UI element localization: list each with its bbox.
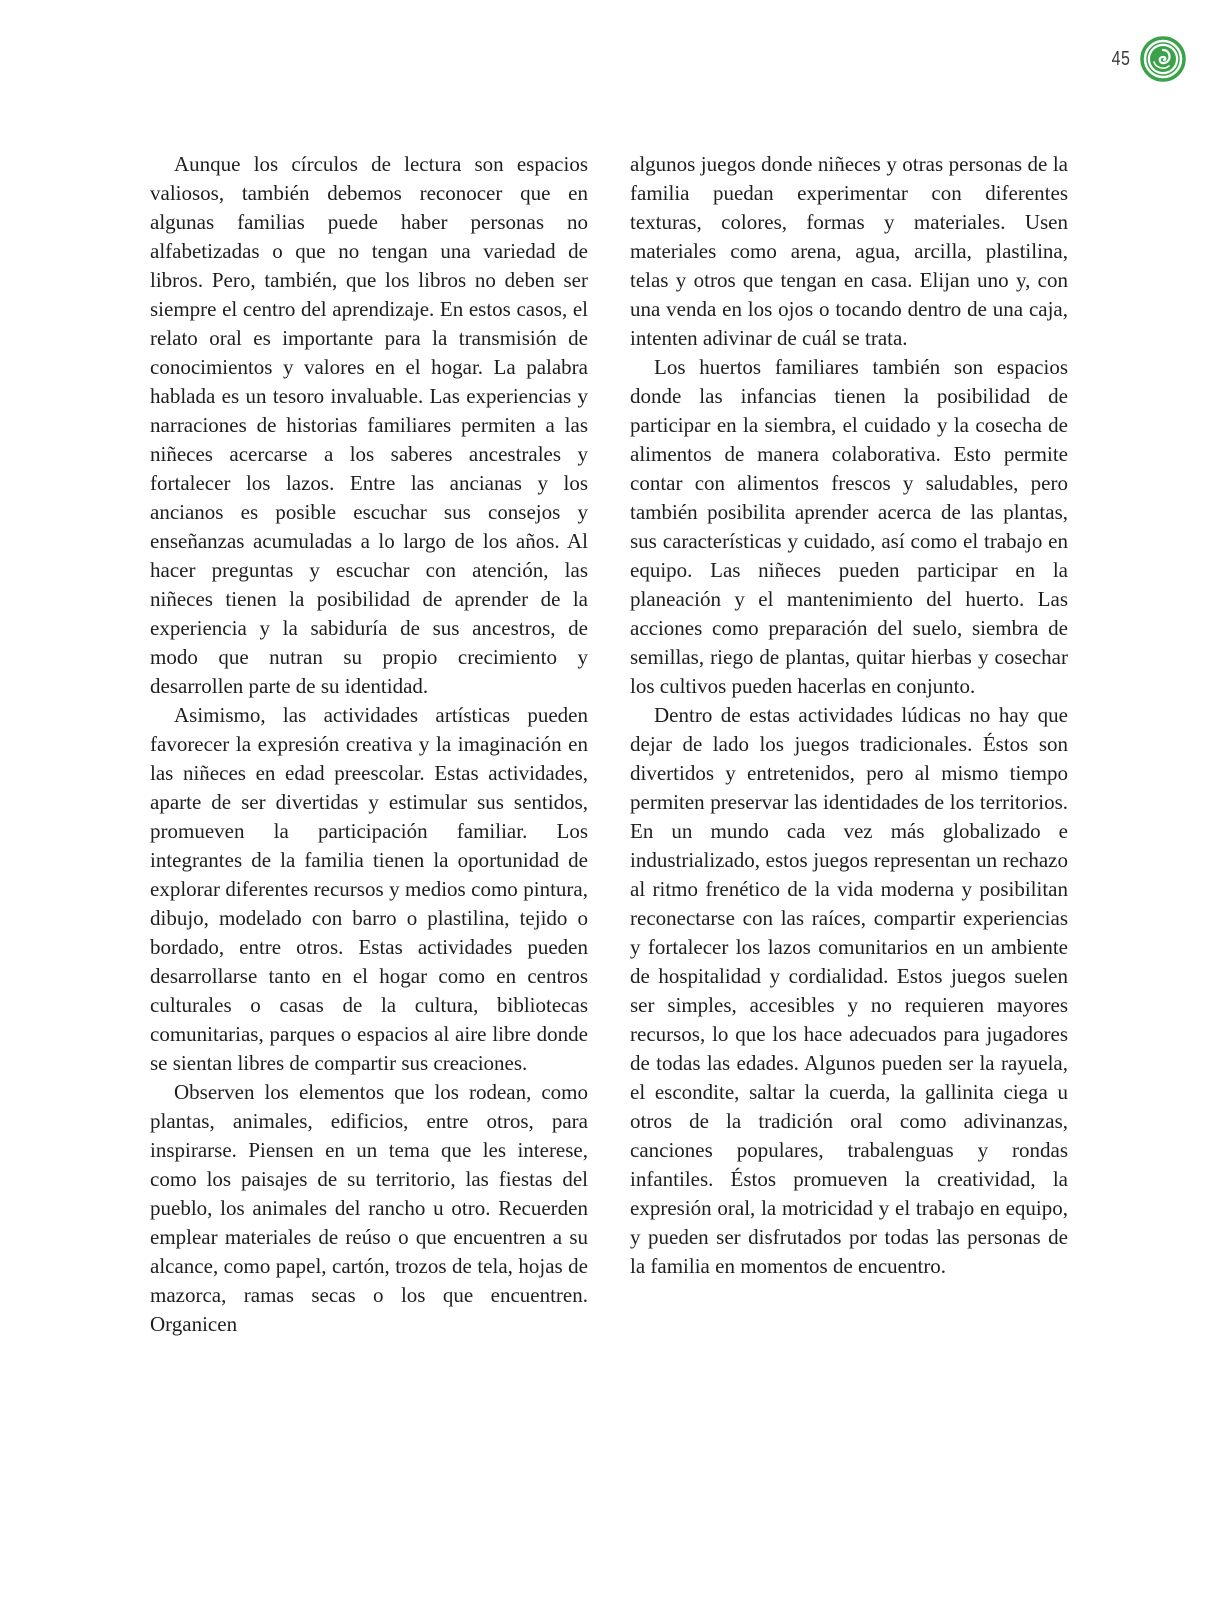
page-header (1107, 36, 1186, 82)
paragraph: Observen los elementos que los rodean, como plantas, animales, edificios, entre otros, para inspirarse. Piensen en un tema que les interese, como los paisajes de su territorio, las fiestas del pueblo, los animales del rancho u otro. Recuerden emplear materiales de reúso o que encuentren a su alcance, como papel, cartón, trozos de tela, hojas de mazorca, ramas secas o los que encuentren. Organicen (150, 1080, 588, 1336)
text-columns (150, 150, 1068, 1339)
page-number: 45 (1111, 47, 1130, 70)
paragraph: algunos juegos donde niñeces y otras personas de la familia puedan experimentar con diferentes texturas, colores, formas y materiales. Usen materiales como arena, agua, arcilla, plastilina, telas y otros que tengan en casa. Elijan uno y, con una venda en los ojos o tocando dentro de una caja, intenten adivinar de cuál se trata. (630, 152, 1068, 350)
paragraph: Dentro de estas actividades lúdicas no hay que dejar de lado los juegos tradicionales. Éstos son divertidos y entretenidos, pero al mismo tiempo permiten preservar las identidades de los territorios. En un mundo cada vez más globalizado e industrializado, estos juegos representan un rechazo al ritmo frenético de la vida moderna y posibilitan reconectarse con las raíces, compartir experiencias y fortalecer los lazos comunitarios en un ambiente de hospitalidad y cordialidad. Estos juegos suelen ser simples, accesibles y no requieren mayores recursos, lo que los hace adecuados para jugadores de todas las edades. Algunos pueden ser la rayuela, el escondite, saltar la cuerda, la gallinita ciega u otros de la tradición oral como adivinanzas, canciones populares, trabalenguas y rondas infantiles. Éstos promueven la creatividad, la expresión oral, la motricidad y el trabajo en equipo, y pueden ser disfrutados por todas las personas de la familia en momentos de encuentro. (630, 703, 1068, 1278)
paragraph: Aunque los círculos de lectura son espacios valiosos, también debemos reconocer que en algunas familias puede haber personas no alfabetizadas o que no tengan una variedad de libros. Pero, también, que los libros no deben ser siempre el centro del aprendizaje. En estos casos, el relato oral es importante para la transmisión de conocimientos y valores en el hogar. La palabra hablada es un tesoro invaluable. Las experiencias y narraciones de historias familiares permiten a las niñeces acercarse a los saberes ancestrales y fortalecer los lazos. Entre las ancianas y los ancianos es posible escuchar sus consejos y enseñanzas acumuladas a lo largo de los años. Al hacer preguntas y escuchar con atención, las niñeces tienen la posibilidad de aprender de la experiencia y la sabiduría de sus ancestros, de modo que nutran su propio crecimiento y desarrollen parte de su identidad. (150, 152, 588, 698)
right-column (630, 150, 1068, 1339)
paragraph: Los huertos familiares también son espacios donde las infancias tienen la posibilidad de participar en la siembra, el cuidado y la cosecha de alimentos de manera colaborativa. Esto permite contar con alimentos frescos y saludables, pero también posibilita aprender acerca de las plantas, sus características y cuidado, así como el trabajo en equipo. Las niñeces pueden participar en la planeación y el mantenimiento del huerto. Las acciones como preparación del suelo, siembra de semillas, riego de plantas, quitar hierbas y cosechar los cultivos pueden hacerlas en conjunto. (630, 355, 1068, 698)
left-column (150, 150, 588, 1339)
green-spiral-seal-icon (1140, 36, 1186, 82)
paragraph: Asimismo, las actividades artísticas pueden favorecer la expresión creativa y la imaginación en las niñeces en edad preescolar. Estas actividades, aparte de ser divertidas y estimular sus sentidos, promueven la participación familiar. Los integrantes de la familia tienen la oportunidad de explorar diferentes recursos y medios como pintura, dibujo, modelado con barro o plastilina, tejido o bordado, entre otros. Estas actividades pueden desarrollarse tanto en el hogar como en centros culturales o casas de la cultura, bibliotecas comunitarias, parques o espacios al aire libre donde se sientan libres de compartir sus creaciones. (150, 703, 588, 1075)
